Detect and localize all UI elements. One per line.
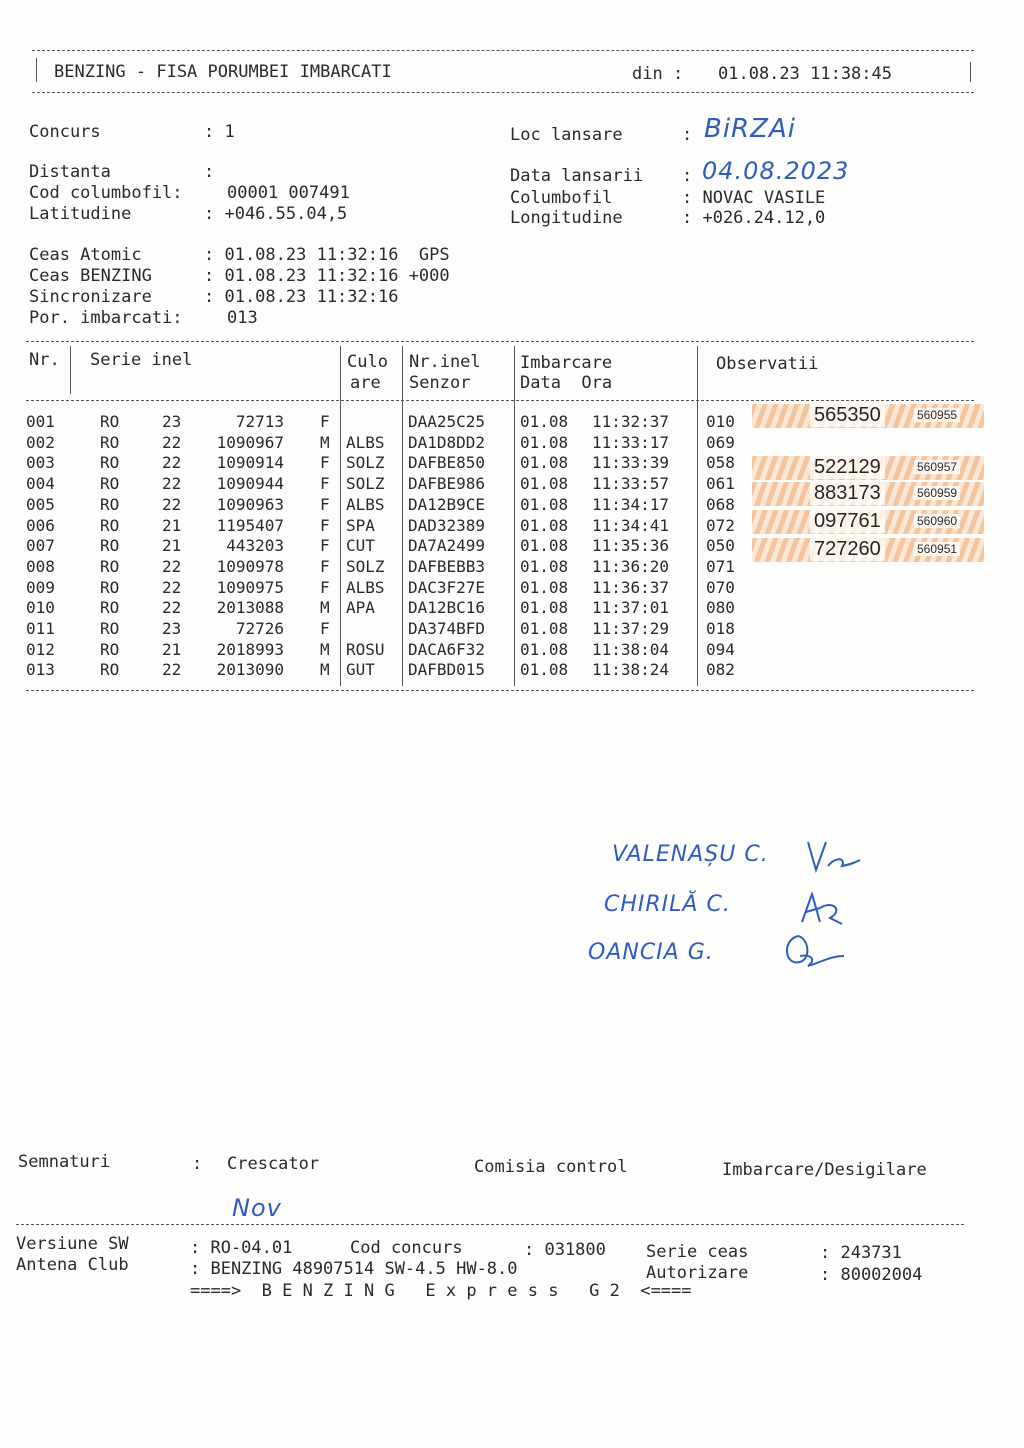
cod-columbofil-label: Cod columbofil:: [29, 183, 183, 203]
row-sex: F: [320, 412, 330, 431]
header-left-edge: [36, 58, 37, 82]
table-top-rule: [26, 341, 974, 342]
row-sensor: DA12BC16: [408, 598, 486, 618]
row-country: RO: [100, 598, 120, 618]
row-date: 01.08: [520, 494, 569, 514]
row-sex: F: [320, 515, 330, 535]
row-sex: F: [320, 474, 330, 494]
serie-ceas-value: : 243731: [820, 1243, 902, 1263]
row-observatii: 072: [706, 515, 735, 535]
ceas-benzing-value: : 01.08.23 11:32:16 +000: [204, 266, 450, 286]
ceas-atomic-value: : 01.08.23 11:32:16 GPS: [204, 245, 450, 265]
row-nr: 007: [26, 536, 55, 556]
row-nr: 003: [26, 453, 55, 473]
row-country: RO: [100, 453, 120, 473]
seal-sticker: [752, 482, 984, 506]
row-color: GUT: [346, 660, 375, 680]
row-nr: 005: [26, 494, 55, 514]
row-ring-number: 72726: [235, 619, 284, 638]
commission-name-1: VALENAȘU C.: [612, 842, 769, 867]
seal-code: 883173: [810, 482, 885, 505]
col-divider-senzor: [514, 346, 515, 686]
row-date: 01.08: [520, 639, 569, 659]
seal-serial: 560951: [914, 542, 960, 556]
row-ring-number: 1090967: [216, 432, 284, 452]
row-country: RO: [100, 536, 120, 556]
row-year: 21: [162, 515, 182, 535]
seal-sticker: [752, 510, 984, 534]
semnaturi-sep: :: [192, 1154, 203, 1174]
seal-serial: 560955: [914, 408, 960, 422]
row-country: RO: [100, 412, 120, 431]
row-observatii: 058: [706, 453, 735, 473]
ceas-benzing-label: Ceas BENZING: [29, 266, 152, 286]
row-ring-number: 1090978: [216, 556, 284, 576]
antena-club-value: : BENZING 48907514 SW-4.5 HW-8.0: [190, 1259, 518, 1279]
row-ring-number: 443203: [226, 536, 284, 556]
print-timestamp: 01.08.23 11:38:45: [718, 64, 892, 84]
cod-concurs-label: Cod concurs: [350, 1238, 463, 1258]
row-country: RO: [100, 619, 120, 638]
row-year: 23: [162, 619, 182, 638]
row-date: 01.08: [520, 619, 569, 638]
row-nr: 001: [26, 412, 55, 431]
row-time: 11:35:36: [592, 536, 670, 556]
col-header-dataora: Data Ora: [520, 373, 613, 393]
row-country: RO: [100, 639, 120, 659]
sincronizare-label: Sincronizare: [29, 287, 152, 307]
col-header-nrinel: Nr.inel: [409, 352, 481, 372]
sincronizare-value: : 01.08.23 11:32:16: [204, 287, 399, 307]
row-sex: M: [320, 639, 330, 659]
header-bottom-rule: [32, 92, 974, 93]
row-sensor: DA1D8DD2: [408, 432, 486, 452]
row-year: 22: [162, 474, 182, 494]
col-divider-imbarcare: [697, 346, 698, 686]
row-nr: 006: [26, 515, 55, 535]
row-sex: F: [320, 494, 330, 514]
row-sensor: DA7A2499: [408, 536, 486, 556]
row-date: 01.08: [520, 598, 569, 618]
commission-name-2: CHIRILĂ C.: [604, 892, 731, 917]
row-sex: M: [320, 432, 330, 452]
row-ring-number: 1195407: [216, 515, 284, 535]
row-year: 22: [162, 494, 182, 514]
row-year: 22: [162, 432, 182, 452]
longitudine-label: Longitudine: [510, 208, 623, 228]
row-date: 01.08: [520, 515, 569, 535]
row-country: RO: [100, 577, 120, 597]
distanta-value: :: [204, 162, 215, 182]
longitudine-value: : +026.24.12,0: [682, 208, 826, 228]
row-nr: 013: [26, 660, 55, 680]
row-color: ALBS: [346, 494, 385, 514]
col-header-senzor: Senzor: [409, 373, 471, 393]
row-date: 01.08: [520, 660, 569, 680]
row-time: 11:32:37: [592, 412, 670, 431]
row-time: 11:37:01: [592, 598, 670, 618]
row-time: 11:33:39: [592, 453, 670, 473]
commission-name-3: OANCIA G.: [588, 940, 714, 965]
row-country: RO: [100, 556, 120, 576]
crescator-label: Crescator: [227, 1154, 320, 1174]
serie-ceas-label: Serie ceas: [646, 1242, 749, 1262]
row-time: 11:34:41: [592, 515, 670, 535]
latitudine-value: : +046.55.04,5: [204, 204, 348, 224]
seal-code: 522129: [810, 456, 885, 479]
row-year: 21: [162, 639, 182, 659]
ceas-atomic-label: Ceas Atomic: [29, 245, 142, 265]
row-country: RO: [100, 660, 120, 680]
concurs-value: : 1: [204, 122, 235, 142]
row-color: SOLZ: [346, 556, 385, 576]
row-date: 01.08: [520, 453, 569, 473]
concurs-label: Concurs: [29, 122, 101, 142]
row-time: 11:33:57: [592, 474, 670, 494]
row-observatii: 094: [706, 639, 735, 659]
seal-serial: 560960: [914, 514, 960, 528]
row-observatii: 069: [706, 432, 735, 452]
row-country: RO: [100, 432, 120, 452]
row-sensor: DACA6F32: [408, 639, 486, 659]
row-date: 01.08: [520, 536, 569, 556]
row-sex: F: [320, 536, 330, 556]
data-lansarii-label: Data lansarii: [510, 166, 644, 186]
row-ring-number: 1090944: [216, 474, 284, 494]
row-ring-number: 2018993: [216, 639, 284, 659]
row-year: 21: [162, 536, 182, 556]
row-color: CUT: [346, 536, 375, 556]
row-sensor: DA374BFD: [408, 619, 486, 638]
row-year: 22: [162, 556, 182, 576]
row-sex: M: [320, 598, 330, 618]
row-ring-number: 2013090: [216, 660, 284, 680]
loc-lansare-handwritten: BiRZAi: [704, 114, 796, 144]
row-time: 11:38:04: [592, 639, 670, 659]
row-date: 01.08: [520, 412, 569, 431]
comisia-control-label: Comisia control: [474, 1157, 628, 1177]
row-sex: M: [320, 660, 330, 680]
row-year: 23: [162, 412, 182, 431]
col-header-serie: Serie inel: [90, 350, 193, 370]
distanta-label: Distanta: [29, 162, 111, 182]
loc-lansare-label: Loc lansare: [510, 125, 623, 145]
porumbei-imbarcati-label: Por. imbarcati:: [29, 308, 183, 328]
autorizare-value: : 80002004: [820, 1265, 923, 1285]
row-time: 11:33:17: [592, 432, 670, 452]
semnaturi-label: Semnaturi: [18, 1152, 111, 1172]
row-sex: F: [320, 556, 330, 576]
seal-code: 727260: [810, 538, 885, 561]
row-observatii: 082: [706, 660, 735, 680]
imbarcare-desigilare-label: Imbarcare/Desigilare: [722, 1160, 927, 1180]
row-country: RO: [100, 515, 120, 535]
table-header-rule: [26, 400, 974, 401]
row-color: ALBS: [346, 577, 385, 597]
loc-lansare-sep: :: [682, 125, 693, 145]
row-observatii: 070: [706, 577, 735, 597]
row-nr: 012: [26, 639, 55, 659]
row-sensor: DAD32389: [408, 515, 486, 535]
cod-concurs-value: : 031800: [524, 1240, 606, 1260]
row-year: 22: [162, 453, 182, 473]
row-sex: F: [320, 619, 330, 638]
data-lansarii-sep: :: [682, 166, 693, 186]
row-ring-number: 2013088: [216, 598, 284, 618]
row-ring-number: 1090963: [216, 494, 284, 514]
row-time: 11:38:24: [592, 660, 670, 680]
header-top-rule: [32, 50, 974, 51]
col-divider-nr: [70, 346, 71, 394]
commission-signature-1: [802, 836, 862, 876]
seal-sticker: [752, 538, 984, 562]
row-observatii: 080: [706, 598, 735, 618]
row-sensor: DAFBE986: [408, 474, 486, 494]
row-sex: F: [320, 577, 330, 597]
footer-rule: [16, 1224, 964, 1225]
row-nr: 009: [26, 577, 55, 597]
commission-signature-3: [778, 926, 848, 976]
document-title: BENZING - FISA PORUMBEI IMBARCATI: [54, 62, 392, 82]
commission-signature-2: [798, 888, 848, 928]
col-divider-serie: [340, 346, 341, 686]
row-sensor: DAC3F27E: [408, 577, 486, 597]
row-time: 11:36:37: [592, 577, 670, 597]
row-color: ROSU: [346, 639, 385, 659]
row-time: 11:36:20: [592, 556, 670, 576]
col-header-nr: Nr.: [29, 350, 60, 370]
row-observatii: 068: [706, 494, 735, 514]
row-sensor: DAFBE850: [408, 453, 486, 473]
row-date: 01.08: [520, 474, 569, 494]
benzing-express-banner: ====> B E N Z I N G E x p r e s s G 2 <====: [190, 1281, 692, 1301]
seal-code: 565350: [810, 404, 885, 427]
columbofil-value: : NOVAC VASILE: [682, 188, 826, 208]
col-header-culo: Culo: [347, 352, 388, 372]
row-sensor: DAFBD015: [408, 660, 486, 680]
crescator-signature: Nov: [232, 1194, 282, 1222]
row-color: ALBS: [346, 432, 385, 452]
cod-columbofil-value: 00001 007491: [227, 183, 350, 203]
row-date: 01.08: [520, 577, 569, 597]
row-sensor: DA12B9CE: [408, 494, 486, 514]
row-nr: 010: [26, 598, 55, 618]
row-color: SOLZ: [346, 474, 385, 494]
row-nr: 011: [26, 619, 55, 638]
row-date: 01.08: [520, 432, 569, 452]
porumbei-imbarcati-value: 013: [227, 308, 258, 328]
row-ring-number: 72713: [235, 412, 284, 431]
row-nr: 008: [26, 556, 55, 576]
seal-code: 097761: [810, 510, 885, 533]
row-observatii: 018: [706, 619, 735, 638]
versiune-sw-value: : RO-04.01: [190, 1238, 293, 1258]
row-ring-number: 1090975: [216, 577, 284, 597]
header-right-edge: [970, 62, 971, 82]
row-observatii: 061: [706, 474, 735, 494]
row-date: 01.08: [520, 556, 569, 576]
autorizare-label: Autorizare: [646, 1263, 749, 1283]
din-label: din :: [632, 64, 684, 84]
table-bottom-rule: [26, 690, 974, 691]
row-ring-number: 1090914: [216, 453, 284, 473]
seal-sticker: [752, 456, 984, 480]
seal-serial: 560959: [914, 486, 960, 500]
row-country: RO: [100, 494, 120, 514]
row-sex: F: [320, 453, 330, 473]
col-header-are: are: [350, 373, 381, 393]
seal-sticker: [752, 404, 984, 428]
row-country: RO: [100, 474, 120, 494]
row-sensor: DAFBEBB3: [408, 556, 486, 576]
col-header-observatii: Observatii: [716, 354, 819, 374]
row-observatii: 050: [706, 536, 735, 556]
row-sensor: DAA25C25: [408, 412, 486, 431]
col-header-imbarcare: Imbarcare: [520, 353, 613, 373]
latitudine-label: Latitudine: [29, 204, 132, 224]
row-time: 11:37:29: [592, 619, 670, 638]
data-lansarii-handwritten: 04.08.2023: [702, 157, 850, 185]
row-observatii: 071: [706, 556, 735, 576]
row-nr: 004: [26, 474, 55, 494]
versiune-sw-label: Versiune SW: [16, 1234, 129, 1254]
row-year: 22: [162, 598, 182, 618]
row-color: SPA: [346, 515, 375, 535]
row-year: 22: [162, 660, 182, 680]
row-nr: 002: [26, 432, 55, 452]
antena-club-label: Antena Club: [16, 1255, 129, 1275]
col-divider-culoare: [402, 346, 403, 686]
row-year: 22: [162, 577, 182, 597]
seal-serial: 560957: [914, 460, 960, 474]
columbofil-label: Columbofil: [510, 188, 613, 208]
row-color: APA: [346, 598, 375, 618]
row-color: SOLZ: [346, 453, 385, 473]
row-time: 11:34:17: [592, 494, 670, 514]
row-observatii: 010: [706, 412, 735, 431]
